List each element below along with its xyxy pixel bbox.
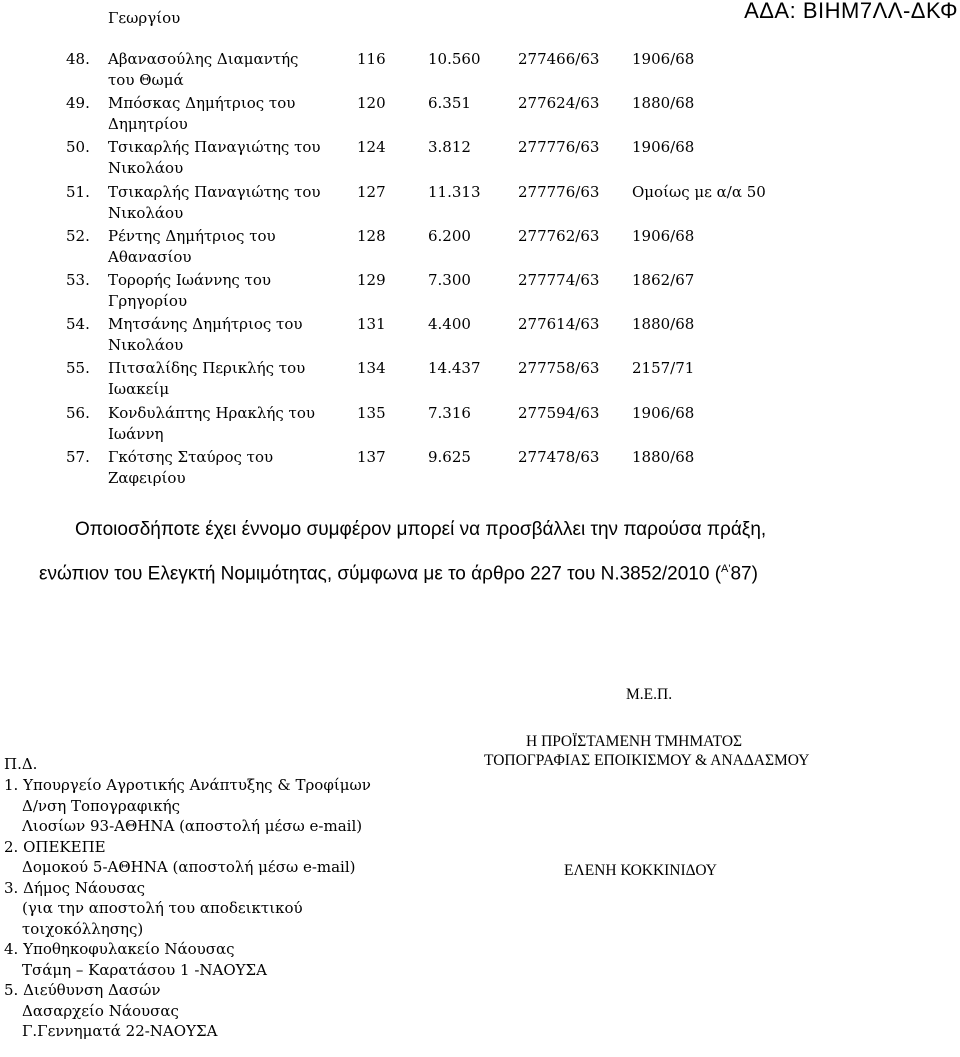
owner-father-name: Αθανασίου — [108, 248, 192, 266]
parcel-area: 14.437 — [428, 359, 481, 377]
distribution-line: Δασαρχείο Νάουσας — [22, 1001, 179, 1020]
row-number: 50. — [66, 138, 90, 156]
distribution-line: Δομοκού 5-ΑΘΗΝΑ (αποστολή μέσω e-mail) — [22, 858, 356, 876]
appeal-sup: Α' — [721, 563, 731, 575]
parcel-area: 9.625 — [428, 448, 471, 466]
registration-number: 277478/63 — [518, 448, 600, 466]
parcel-area: 6.200 — [428, 227, 471, 245]
owner-name: Μητσάνης Δημήτριος του — [108, 315, 303, 333]
distribution-line: 3. Δήμος Νάουσας — [4, 878, 146, 897]
parcel-code: 116 — [357, 50, 386, 68]
owner-father-name: του Θωμά — [108, 71, 184, 89]
parcel-code: 131 — [357, 315, 386, 333]
parcel-code: 137 — [357, 448, 386, 466]
parcel-area: 11.313 — [428, 183, 481, 201]
distribution-line: 4. Υποθηκοφυλακείο Νάουσας — [4, 940, 235, 958]
decision-reference: 1906/68 — [632, 227, 695, 245]
owner-father-name: Ιωακείμ — [108, 380, 170, 398]
row-number: 49. — [66, 94, 90, 112]
parcel-code: 135 — [357, 404, 386, 422]
owner-father-name: Νικολάου — [108, 159, 184, 177]
owner-name: Γκότσης Σταύρος του — [108, 448, 274, 466]
distribution-line: Δ/νση Τοπογραφικής — [22, 796, 180, 815]
row-number: 54. — [66, 315, 90, 333]
decision-reference: 1906/68 — [632, 138, 695, 156]
row-number: 52. — [66, 227, 90, 245]
owner-name: Τσικαρλής Παναγιώτης του — [108, 183, 321, 201]
registration-number: 277762/63 — [518, 227, 600, 245]
registration-number: 277594/63 — [518, 404, 600, 422]
owner-father-name: Νικολάου — [108, 204, 184, 222]
registration-number: 277624/63 — [518, 94, 600, 112]
row-number: 51. — [66, 183, 90, 201]
registration-number: 277466/63 — [518, 50, 600, 68]
parcel-area: 3.812 — [428, 138, 471, 156]
owner-name: Ρέντης Δημήτριος του — [108, 227, 276, 245]
parcel-area: 10.560 — [428, 50, 481, 68]
owner-name: Πιτσαλίδης Περικλής του — [108, 359, 306, 377]
decision-reference: 1880/68 — [632, 448, 695, 466]
distribution-heading: Π.Δ. — [4, 755, 38, 773]
distribution-line: τοιχοκόλλησης) — [22, 919, 144, 938]
appeal-paragraph-line-1: Οποιοσδήποτε έχει έννομο συμφέρον μπορεί να προσβάλλει την παρούσα πράξη, — [75, 519, 767, 540]
decision-reference: 1880/68 — [632, 94, 695, 112]
ada-code: ΑΔΑ: ΒΙΗΜ7ΛΛ-ΔΚΦ — [744, 0, 958, 23]
appeal-text: ενώπιον του Ελεγκτή Νομιμότητας, σύμφωνα με το άρθρο 227 του Ν.3852/2010 ( — [39, 563, 722, 585]
row-number: 56. — [66, 404, 90, 422]
owner-father-name: Γρηγορίου — [108, 292, 188, 310]
decision-reference: 1906/68 — [632, 50, 695, 68]
distribution-line: 1. Υπουργείο Αγροτικής Ανάπτυξης & Τροφίμων — [4, 776, 371, 794]
parcel-area: 7.316 — [428, 404, 471, 422]
distribution-line: 2. ΟΠΕΚΕΠΕ — [4, 837, 106, 856]
distribution-line: Τσάμη – Καρατάσου 1 -ΝΑΟΥΣΑ — [22, 960, 267, 979]
parcel-code: 129 — [357, 271, 386, 289]
registration-number: 277774/63 — [518, 271, 600, 289]
row-number: 53. — [66, 271, 90, 289]
registration-number: 277758/63 — [518, 359, 600, 377]
signatory-title-1: Η ΠΡΟΪΣΤΑΜΕΝΗ ΤΜΗΜΑΤΟΣ — [526, 733, 743, 750]
signatory-name: ΕΛΕΝΗ ΚΟΚΚΙΝΙΔΟΥ — [564, 862, 717, 879]
parcel-code: 134 — [357, 359, 386, 377]
owner-name: Τορορής Ιωάννης του — [108, 271, 271, 289]
distribution-line: Λιοσίων 93-ΑΘΗΝΑ (αποστολή μέσω e-mail) — [22, 817, 363, 835]
row-number: 48. — [66, 50, 90, 68]
parcel-code: 124 — [357, 138, 386, 156]
signatory-title-2: ΤΟΠΟΓΡΑΦΙΑΣ ΕΠΟΙΚΙΣΜΟΥ & ΑΝΑΔΑΣΜΟΥ — [484, 752, 810, 769]
parcel-area: 4.400 — [428, 315, 471, 333]
owner-name: Αβανασούλης Διαμαντής — [108, 50, 299, 68]
appeal-text-end: 87) — [730, 563, 758, 585]
owner-father-name: Δημητρίου — [108, 115, 188, 133]
parcel-code: 127 — [357, 183, 386, 201]
mep-label: Μ.Ε.Π. — [626, 686, 673, 703]
decision-reference: Ομοίως με α/α 50 — [632, 183, 766, 201]
distribution-line: Γ.Γεννηματά 22-ΝΑΟΥΣΑ — [22, 1022, 218, 1040]
decision-reference: 1880/68 — [632, 315, 695, 333]
distribution-line: 5. Διεύθυνση Δασών — [4, 981, 161, 999]
decision-reference: 2157/71 — [632, 359, 695, 377]
row-number: 57. — [66, 448, 90, 466]
owner-father-name: Νικολάου — [108, 336, 184, 354]
owner-name: Τσικαρλής Παναγιώτης του — [108, 138, 321, 156]
decision-reference: 1862/67 — [632, 271, 695, 289]
owner-name: Μπόσκας Δημήτριος του — [108, 94, 296, 112]
registration-number: 277776/63 — [518, 138, 600, 156]
row-number: 55. — [66, 359, 90, 377]
parcel-code: 128 — [357, 227, 386, 245]
parcel-area: 6.351 — [428, 94, 471, 112]
distribution-list — [4, 775, 371, 1042]
parcel-area: 7.300 — [428, 271, 471, 289]
owner-father-name: Ζαφειρίου — [108, 469, 186, 487]
owner-father-name: Ιωάννη — [108, 425, 164, 443]
registration-number: 277776/63 — [518, 183, 600, 201]
owner-name: Κονδυλάπτης Ηρακλής του — [108, 404, 315, 422]
decision-reference: 1906/68 — [632, 404, 695, 422]
parcel-code: 120 — [357, 94, 386, 112]
registration-number: 277614/63 — [518, 315, 600, 333]
table-continuation-text: Γεωργίου — [108, 9, 181, 27]
distribution-line: (για την αποστολή του αποδεικτικού — [22, 899, 303, 917]
appeal-paragraph-line-2 — [39, 563, 758, 585]
